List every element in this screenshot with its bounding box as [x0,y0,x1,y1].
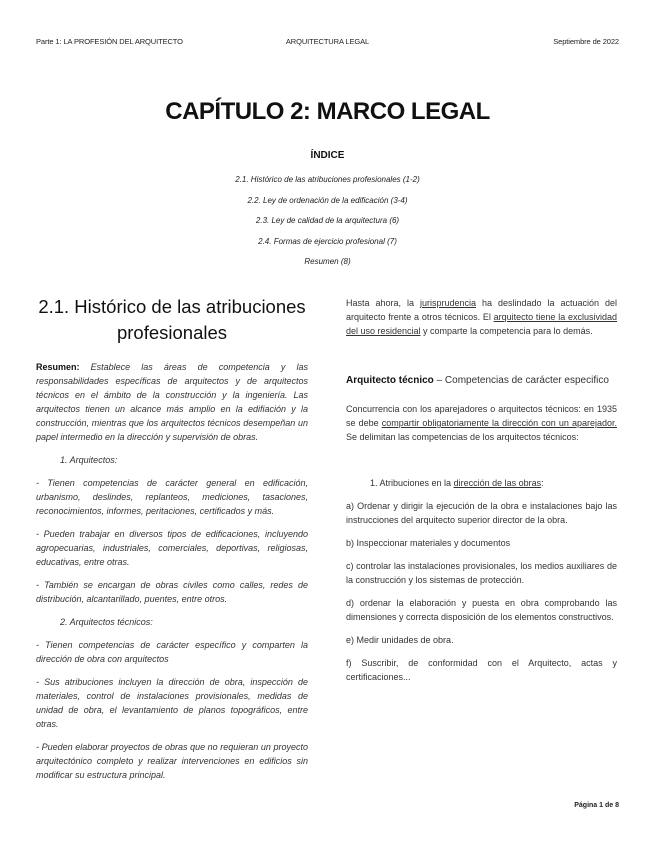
table-of-contents [0,150,655,273]
list-item: b) Inspeccionar materiales y documentos [346,538,511,548]
list-heading-attributions [346,476,617,490]
underlined-term: dirección de las obras [453,478,542,488]
toc-heading: ÍNDICE [310,150,345,161]
left-column [36,294,308,791]
toc-item[interactable]: 2.4. Formas de ejercicio profesional (7) [258,236,397,246]
bullet-item: - Sus atribuciones incluyen la dirección de obra, inspección de materiales, control de instalaciones provisionales, medidas de unidad de obra, el levantamiento de planos topográficos, entre otras. [36,677,308,729]
summary-paragraph [36,360,308,444]
list-item: c) controlar las instalaciones provisionales, los medios auxiliares de la construcción y los sistemas de protección. [346,561,617,585]
list-heading-architects: 1. Arquitectos: [60,455,118,465]
subsection-heading [346,374,617,388]
chapter-title: CAPÍTULO 2: MARCO LEGAL [165,98,490,125]
text-run: y comparte la competencia para lo demás. [420,326,593,336]
underlined-term: compartir obligatoriamente la dirección con un aparejador. [381,418,618,428]
toc-item[interactable]: 2.2. Ley de ordenación de la edificación (3-4) [247,195,408,205]
text-run: 1. Atribuciones en la [370,478,454,488]
toc-item[interactable]: 2.3. Ley de calidad de la arquitectura (6) [255,216,400,225]
bullet-item: - También se encargan de obras civiles como calles, redes de distribución, alcantarillado, puentes, entre otros. [36,580,308,604]
text-run: Concurrencia con los aparejadores o arquitectos técnicos: en 1935 se debe [346,404,617,428]
right-column [346,296,617,693]
toc-item[interactable]: 2.1. Histórico de las atribuciones profesionales (1-2) [235,175,420,184]
page-number: Página 1 de 8 [574,802,619,809]
text-run: Se delimitan las competencias de los arquitectos técnicos: [346,432,579,442]
list-heading-technical-architects: 2. Arquitectos técnicos: [60,617,153,627]
header-right: Septiembre de 2022 [553,37,619,46]
list-item: d) ordenar la elaboración y puesta en obra comprobando las dimensiones y correcta disposición de los elementos constructivos. [346,598,617,622]
header-left: Parte 1: LA PROFESIÓN DEL ARQUITECTO [36,37,183,46]
concurrence-paragraph [346,402,617,444]
underlined-term: jurisprudencia [419,298,477,308]
list-item: e) Medir unidades de obra. [346,635,454,645]
bullet-item: - Tienen competencias de carácter general en edificación, urbanismo, deslindes, replanteos, mediciones, tasaciones, reconocimientos, informes, peritaciones, certificados y más. [36,478,308,516]
summary-text: Establece las áreas de competencia y las responsabilidades específicas de arquitectos y de arquitectos técnicos en el ámbito de la construcción y la ingeniería. Las arquitectos tienen un alcance más amplio en la edifiación y la construcción, mientras que los arquitectos técnicos desempeñan un papel intermedio en la dirección y supervisión de obras. [36,362,308,442]
bullet-item: - Pueden elaborar proyectos de obras que no requieran un proyecto arquitectónico completo y realizar intervenciones en edificios sin modificar su estructura principal. [36,742,308,780]
subsection-subtitle: – Competencias de carácter especifico [433,375,609,386]
jurisprudence-paragraph [346,296,617,338]
bullet-item: - Tienen competencias de carácter específico y comparten la dirección de obra con arquitectos [36,640,308,664]
text-run: ha deslindado la actuación del arquitecto frente a otros técnicos. El [346,298,617,322]
underlined-term: arquitecto tiene la exclusividad del uso residencial [346,312,617,336]
subsection-title: Arquitecto técnico [346,375,434,386]
text-run: : [541,478,544,488]
text-run: Hasta ahora, la [346,298,420,308]
header-center: ARQUITECTURA LEGAL [285,37,370,46]
section-title: 2.1. Histórico de las atribuciones profesionales [38,296,306,343]
summary-label: Resumen: [36,362,80,372]
list-item: f) Suscribir, de conformidad con el Arquitecto, actas y certificaciones... [346,658,617,682]
list-item: a) Ordenar y dirigir la ejecución de la obra e instalaciones bajo las instrucciones del arquitecto superior director de la obra. [346,501,617,525]
bullet-item: - Pueden trabajar en diversos tipos de edificaciones, incluyendo agropecuarias, industriales, comerciales, deportivas, religiosas, educativas, entre otras. [36,529,308,567]
toc-item[interactable]: Resumen (8) [304,257,351,266]
